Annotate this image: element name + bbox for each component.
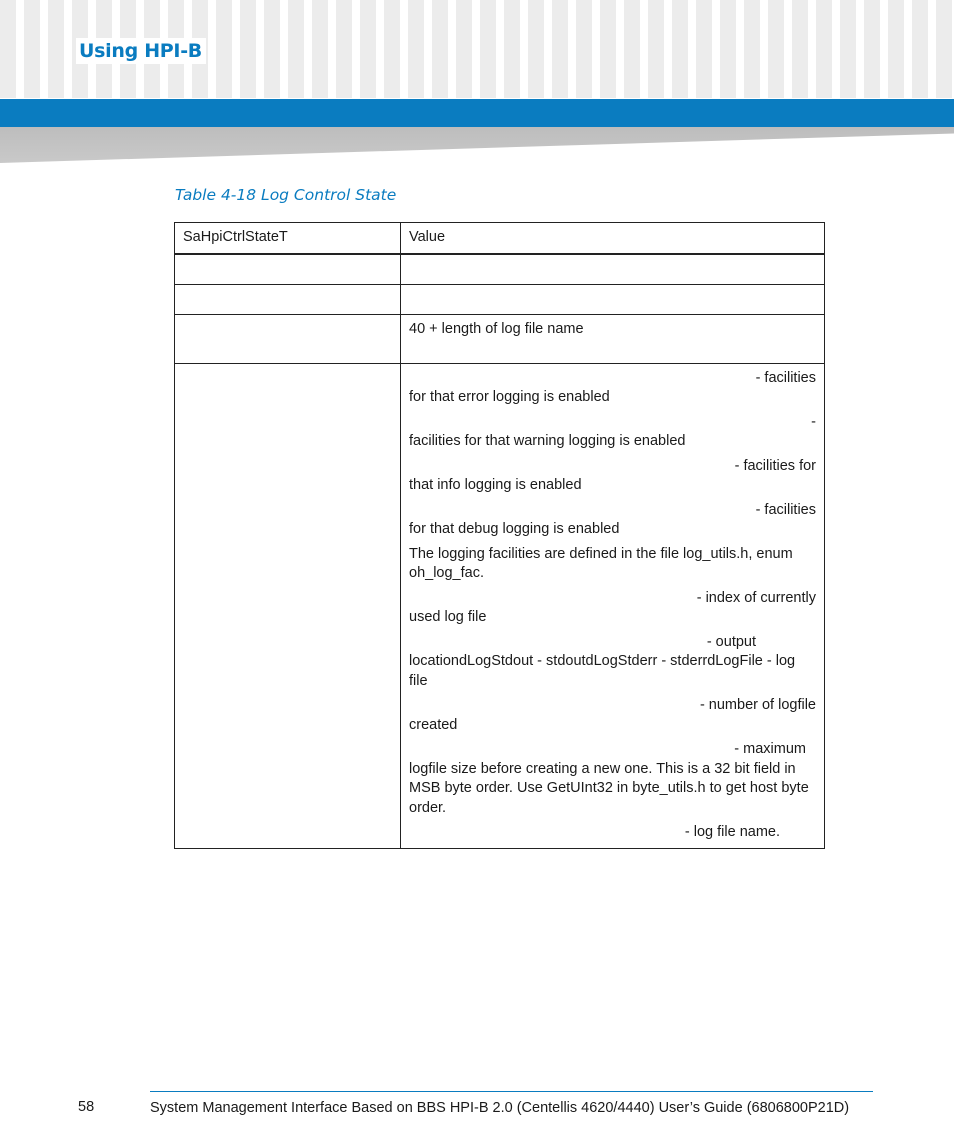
data-line	[409, 740, 816, 818]
header-blue-bar	[0, 99, 954, 127]
table-cell	[175, 254, 401, 285]
data-line-tail: - number of logfile	[699, 697, 816, 713]
data-line-text: that info logging is enabled	[409, 477, 582, 493]
table-cell	[401, 254, 825, 285]
data-line-text: for that error logging is enabled	[409, 389, 610, 405]
table-row	[175, 314, 825, 363]
table-cell	[175, 284, 401, 314]
data-line-text: logfile size before creating a new one. This is a 32 bit field in MSB byte order. Use GetUInt32 in byte_utils.h to get host byte order.	[409, 760, 809, 816]
data-line-tail: - facilities	[755, 501, 816, 518]
footer-rule	[150, 1091, 873, 1092]
table-header-row	[175, 223, 825, 254]
data-line	[409, 501, 816, 540]
table-row	[175, 254, 825, 285]
log-control-state-table	[174, 222, 825, 849]
data-line-text: created	[409, 716, 458, 733]
data-line-tail: -	[811, 413, 816, 430]
data-line-tail: - index of currently	[696, 589, 816, 606]
data-line	[409, 633, 816, 692]
col2-header: Value	[401, 223, 825, 254]
data-line	[409, 696, 816, 735]
table-cell	[175, 314, 401, 363]
data-line-text: for that debug logging is enabled	[409, 521, 620, 537]
data-field-cell	[401, 363, 825, 848]
col1-header: SaHpiCtrlStateT	[175, 223, 401, 254]
data-line-tail: - maximum	[734, 741, 806, 757]
data-line-tail: - facilities	[755, 369, 816, 386]
facilities-note: The logging facilities are defined in the file log_utils.h, enum oh_log_fac.	[409, 545, 793, 581]
data-line	[409, 589, 816, 628]
table-row	[175, 363, 825, 848]
length-value: 40 + length of log file name	[401, 314, 825, 363]
table-cell	[401, 284, 825, 314]
data-line-tail: - log file name.	[684, 824, 780, 840]
data-line-text: used log file	[409, 609, 487, 625]
data-line	[409, 369, 816, 408]
data-line	[409, 413, 816, 452]
section-title: Using HPI-B	[76, 38, 206, 64]
data-line-tail: - facilities for	[734, 457, 816, 474]
table-caption: Table 4-18 Log Control State	[175, 186, 397, 204]
table-row	[175, 284, 825, 314]
data-line-tail: - output	[706, 633, 756, 650]
data-line-text: locationdLogStdout - stdoutdLogStderr - stderrdLogFile - log file	[409, 653, 796, 689]
footer-text: System Management Interface Based on BBS HPI-B 2.0 (Centellis 4620/4440) User’s Guide (6806800P21D)	[150, 1100, 850, 1116]
data-line-text: facilities for that warning logging is enabled	[409, 433, 686, 449]
page-number: 58	[78, 1099, 95, 1115]
data-line	[409, 457, 816, 496]
table-cell	[175, 363, 401, 848]
header-gray-wedge	[0, 127, 954, 163]
